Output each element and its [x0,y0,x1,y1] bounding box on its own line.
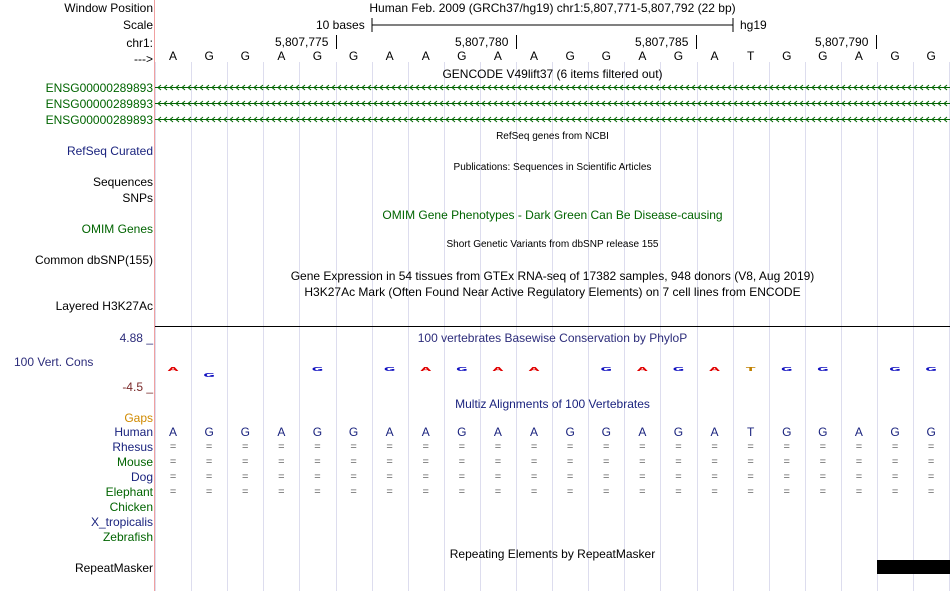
alignment-match: = [927,441,935,453]
alignment-match: = [278,471,285,483]
sequence-base: A [421,49,430,63]
human-base: G [782,425,792,439]
alignment-match: = [891,486,899,498]
sequence-base: A [277,49,286,63]
alignment-match: = [747,456,754,468]
alignment-match: = [675,471,682,483]
cons-logo-glyph: G [456,366,468,373]
alignment-match: = [205,471,213,483]
alignment-match: = [314,471,321,483]
gaps-label[interactable]: Gaps [124,411,153,425]
alignment-match: = [205,456,213,468]
gencode-gene-label-2[interactable]: ENSG00000289893 [45,97,153,111]
alignment-match: = [891,456,899,468]
alignment-match: = [675,441,682,453]
alignment-match: = [855,486,863,498]
cons-logo-glyph: A [420,366,432,373]
refseq-label[interactable]: RefSeq Curated [66,144,153,158]
species-label[interactable]: Dog [130,470,153,484]
ruler-tick-label: 5,807,775 [275,35,329,49]
sequence-base: G [457,49,467,63]
alignment-match: = [278,441,285,453]
human-base: G [204,425,214,439]
sequence-base: G [818,49,828,63]
alignment-match: = [422,441,429,453]
cons-logo-glyph: G [600,366,612,373]
alignment-match: = [747,486,754,498]
dbsnp-label[interactable]: Common dbSNP(155) [34,253,153,267]
cons-logo-glyph: A [636,366,648,373]
alignment-match: = [711,456,718,468]
alignment-match: = [386,486,393,498]
sequence-base: G [673,49,684,63]
alignment-match: = [891,471,899,483]
alignment-match: = [783,456,790,468]
omim-label[interactable]: OMIM Genes [81,222,153,236]
alignment-match: = [169,456,177,468]
sequence-base: G [565,49,575,63]
alignment-match: = [747,441,754,453]
alignment-match: = [603,471,610,483]
sequence-base: G [782,49,792,63]
alignment-match: = [603,441,610,453]
alignment-match: = [169,441,177,453]
species-label[interactable]: Mouse [116,455,153,469]
track-labels [0,0,155,591]
gencode-gene-label-1[interactable]: ENSG00000289893 [45,81,153,95]
alignment-match: = [639,486,646,498]
human-base: A [530,425,539,439]
alignment-match: = [278,456,285,468]
alignment-match: = [783,471,790,483]
sequence-base: G [926,49,936,63]
alignment-match: = [494,441,502,453]
sequence-base: G [601,49,611,63]
alignment-match: = [422,471,429,483]
alignment-match: = [783,486,790,498]
alignment-match: = [242,471,249,483]
alignment-match: = [205,486,213,498]
human-base: G [926,425,936,439]
publications-track-title: Publications: Sequences in Scientific Articles [453,162,652,173]
gencode-track-title: GENCODE V49lift37 (6 items filtered out) [442,67,663,81]
cons-logo-glyph: G [889,366,901,373]
alignment-match: = [927,471,935,483]
repeat-element-block [877,560,950,574]
cons-min-label: -4.5 _ [122,380,153,394]
cons-logo-glyph: G [925,366,937,373]
cons-track-label[interactable]: 100 Vert. Cons [14,355,94,369]
alignment-match: = [819,486,827,498]
scale-text: 10 bases [316,18,365,32]
human-base: A [421,425,430,439]
alignment-match: = [530,486,538,498]
alignment-match: = [422,486,429,498]
alignment-match: = [242,441,249,453]
species-label[interactable]: Chicken [109,500,153,514]
alignment-match: = [350,441,357,453]
sequence-base: A [854,49,863,63]
sequence-base: A [169,49,178,63]
alignment-match: = [639,471,646,483]
species-label[interactable]: Elephant [105,485,153,499]
cons-logo-glyph: G [781,366,793,373]
human-base: A [385,425,394,439]
alignment-match: = [566,486,574,498]
species-label[interactable]: Rhesus [112,440,153,454]
sequence-base: T [746,49,755,63]
h3k27ac-track-title: H3K27Ac Mark (Often Found Near Active Regulatory Elements) on 7 cell lines from ENCODE [304,285,801,299]
human-base: G [818,425,828,439]
human-base: A [169,425,178,439]
alignment-match: = [314,441,321,453]
alignment-match: = [458,441,466,453]
alignment-match: = [675,456,682,468]
phylop-track-title: 100 vertebrates Basewise Conservation by PhyloP [417,331,688,345]
alignment-match: = [350,471,357,483]
sequence-base: G [890,49,900,63]
sequence-base: G [204,49,214,63]
human-base: A [710,425,719,439]
alignment-match: = [639,456,646,468]
sequence-base: G [348,49,359,63]
alignment-match: = [639,441,646,453]
alignment-match: = [386,471,393,483]
alignment-match: = [494,456,502,468]
alignment-match: = [855,441,863,453]
alignment-match: = [494,486,502,498]
alignment-match: = [169,471,177,483]
snps-label[interactable]: SNPs [122,191,153,205]
window-position-text: Human Feb. 2009 (GRCh37/hg19) chr1:5,807,771-5,807,792 (22 bp) [369,1,736,15]
alignment-match: = [386,456,393,468]
human-base: G [890,425,900,439]
cons-logo-glyph: G [817,366,829,373]
alignment-match: = [711,471,718,483]
track-area[interactable] [155,0,950,591]
ruler-tick-label: 5,807,790 [815,35,869,49]
alignment-match: = [530,456,538,468]
alignment-match: = [603,486,610,498]
alignment-match: = [458,486,466,498]
dbsnp-track-title: Short Genetic Variants from dbSNP release 155 [446,239,659,250]
alignment-match: = [819,471,827,483]
alignment-match: = [675,486,682,498]
alignment-match: = [566,456,574,468]
assembly-text: hg19 [740,18,767,32]
sequence-base: G [312,49,323,63]
alignment-match: = [458,471,466,483]
cons-logo-glyph: G [311,366,324,373]
human-base: G [240,425,250,439]
cons-logo-glyph: A [167,366,179,373]
sequence-base: A [638,49,647,63]
alignment-match: = [422,456,429,468]
alignment-match: = [927,456,935,468]
repeatmasker-label[interactable]: RepeatMasker [74,561,153,575]
ruler-tick-label: 5,807,785 [635,35,689,49]
window-position-label: Window Position [64,1,153,15]
alignment-match: = [314,456,321,468]
alignment-match: = [566,441,574,453]
human-base: A [854,425,863,439]
cons-logo-glyph: A [709,366,720,373]
alignment-match: = [891,441,899,453]
alignment-match: = [711,486,718,498]
gencode-gene-label-3[interactable]: ENSG00000289893 [45,113,153,127]
alignment-match: = [169,486,177,498]
omim-track-title: OMIM Gene Phenotypes - Dark Green Can Be Disease-causing [382,208,723,222]
alignment-match: = [205,441,213,453]
h3k27ac-label[interactable]: Layered H3K27Ac [55,299,153,313]
alignment-match: = [927,486,935,498]
human-base: G [312,425,323,439]
alignment-match: = [278,486,285,498]
alignment-match: = [747,471,754,483]
cons-logo-glyph: G [383,366,396,373]
alignment-match: = [242,486,249,498]
cons-logo-glyph: G [672,366,685,373]
human-base: G [457,425,467,439]
alignment-match: = [819,456,827,468]
alignment-match: = [350,486,357,498]
human-base: G [565,425,575,439]
alignment-match: = [350,456,357,468]
human-base: A [277,425,286,439]
repeatmasker-track-title: Repeating Elements by RepeatMasker [449,547,656,561]
human-base: G [601,425,611,439]
species-label[interactable]: X_tropicalis [90,515,153,529]
sequence-base: A [530,49,539,63]
multiz-track-title: Multiz Alignments of 100 Vertebrates [455,397,650,411]
alignment-match: = [783,441,790,453]
refseq-track-title: RefSeq genes from NCBI [496,131,609,142]
alignment-match: = [494,471,502,483]
sequence-base: A [493,49,502,63]
alignment-match: = [603,456,610,468]
alignment-match: = [386,441,393,453]
species-label[interactable]: Human [114,425,153,439]
cons-logo-glyph: G [203,372,215,379]
alignment-match: = [711,441,718,453]
species-label[interactable]: Zebrafish [102,530,153,544]
human-base: A [493,425,502,439]
chr-label: chr1: [126,36,153,50]
human-base: G [348,425,359,439]
human-base: A [638,425,647,439]
sequence-base: G [240,49,250,63]
alignment-match: = [855,456,863,468]
cons-logo-glyph: A [492,366,504,373]
ruler-tick-label: 5,807,780 [455,35,509,49]
alignment-match: = [566,471,574,483]
alignment-match: = [855,471,863,483]
cons-max-label: 4.88 _ [119,331,153,345]
alignment-match: = [530,471,538,483]
gtex-track-title: Gene Expression in 54 tissues from GTEx RNA-seq of 17382 samples, 948 donors (V8, Aug 2019) [290,269,815,283]
sequences-label[interactable]: Sequences [92,175,153,189]
strand-arrow-label: ---> [134,52,153,66]
alignment-match: = [458,456,466,468]
alignment-match: = [819,441,827,453]
alignment-match: = [530,441,538,453]
alignment-match: = [242,456,249,468]
scale-label: Scale [122,18,153,32]
human-base: G [673,425,684,439]
alignment-match: = [314,486,321,498]
cons-logo-glyph: T [745,366,756,373]
sequence-base: A [710,49,719,63]
sequence-base: A [385,49,394,63]
human-base: T [746,425,755,439]
cons-logo-glyph: A [528,366,540,373]
